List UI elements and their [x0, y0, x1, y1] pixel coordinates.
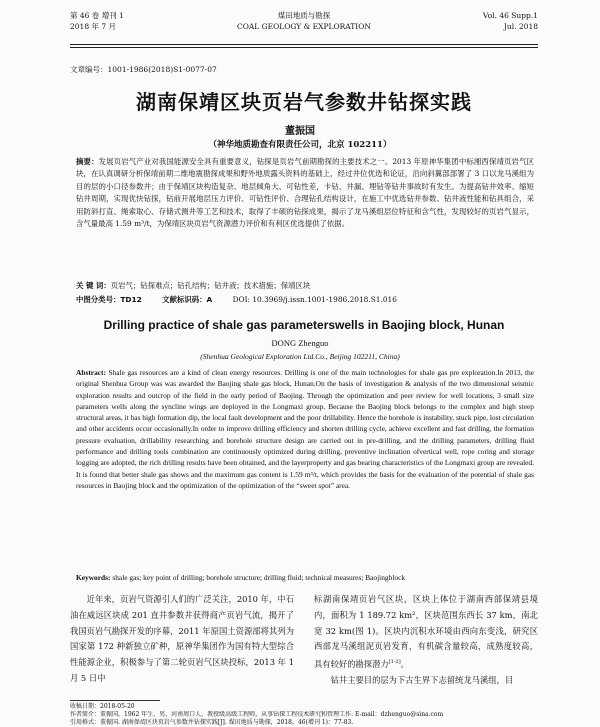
citation-ref[interactable]: [1-2] [388, 659, 401, 666]
keywords-cn-text: 页岩气；钻探难点；钻孔结构；钻井液；技术措施；保靖区块 [110, 281, 311, 290]
clc-number: 中图分类号：TD12 [76, 295, 142, 304]
abstract-en [76, 367, 534, 491]
header-volume-en [483, 10, 538, 32]
header-date-cn: 2018 年 7 月 [70, 22, 117, 31]
affiliation-en: (Shenhua Geological Exploration Ltd.Co., Beijing 102211, China) [200, 352, 400, 361]
abstract-cn-text: 发展页岩气产业对我国能源安全具有重要意义，钻探是页岩气前期勘探的主要技术之一。2013 年原神华集团中标湘西保靖页岩气区块，在认真调研分析保靖前期二维地震勘探成果和野外地质露头资料的基础上，经过井位优选和论证，沿向斜翼部部署了 3 口以龙马溪组为目的层的小口径参数井；由于保靖区块构造复杂、地层倾角大、可钻性差，卡钻、井漏、埋钻等钻井事故时有发生。为提高钻井效率、缩短钻井周期，实现优快钻探，钻前开展地层压力评价、可钻性评价、合理钻孔结构设计，在施工中优选钻井参数、钻井液性能和钻具组合，采用防斜打直、绳索取心、存储式测井等工艺和技术，取得了丰硕的钻探成果，揭示了龙马溪组层位特征和含气性，发现较好的页岩气显示，含气量最高 1.59 m³/t，为保靖区块页岩气资源潜力评价和有利区优选提供了依据。 [76, 157, 534, 229]
abstract-en-text: Shale gas resources are a kind of clean energy resources. Drilling is one of the main technologies for shale gas pre exploration.In 2013, the original Shenhua Group was was awarded the Baojing shale gas block, Hunan.On the basis of investigation & analysis of the two dimensional seismic exploration results and outcrop of the field in the early period of Baojing. Through the optimization and peer review for well locations, 3 small size parameters wells along the syncline wings are deployed in the Longmaxi group. Because the Baojing block belongs to the complex and high steep structural areas, it has high formation dip, the local fault development and the poor drillability. Hence the borehole is instability, stuck pipe, lost circulation and other accidents occur occasionally.In order to improve drilling efficiency and shorten drilling cycle, achieve excellent and fast drilling, the formation pressure evaluation, drillability researching and borehole structure design are carried out in pre-drilling, and the drilling parameters, drilling fluid performance and drilling tools combination are continuously optimized during drilling, preventive inclination ofvertical well, rope coring and storage logging are adopted, the rich drilling results have been obtained, and the layerproperty and gas bearing characteristics of the Longmaxi group are revealed. It is found that better shale gas shows and the maximum gas content is 1.59 m³/t, which provides the basis for the evaluation of the potential of shale gas resources in Baojing block and the optimization of the optimization of the “sweet spot” area. [76, 368, 534, 490]
keywords-cn [76, 280, 534, 292]
header-journal-cn: 煤田地质与勘探 [277, 11, 331, 20]
abstract-en-label: Abstract: [76, 368, 106, 377]
author-en: DONG Zhenguo [271, 338, 329, 348]
header-rule-thick [70, 44, 538, 45]
body-text [70, 592, 538, 692]
footnote-citation: 引用格式：董振国. 湖南保靖区块页岩气参数井钻探实践[J]. 煤田地质与勘探，2018，46(增刊 1)：77-83. [70, 719, 354, 726]
abstract-cn-label: 摘要： [76, 157, 99, 166]
running-header [70, 8, 538, 44]
title-cn: 湖南保靖区块页岩气参数井钻探实践 [136, 90, 472, 114]
header-date-en: Jul. 2018 [503, 22, 538, 31]
header-vol-cn: 第 46 卷 增刊 1 [70, 11, 124, 20]
classification-line [76, 294, 534, 306]
header-rule-thin [70, 47, 538, 48]
body-paragraph: 钻井主要目的层为下古生界下志留统龙马溪组，目 [330, 674, 514, 685]
body-paragraph-text: 标湖南保靖页岩气区块，区块上体位于湖南西部保靖县境内，面积为 1 189.72 km²，区块范围东西长 37 km，南北宽 32 km(图 1)。区块内沉积水环境由西向东变浅，研究区西部龙马溪组泥页岩发育，有机碳含量较高，成熟度较高，具有较好的勘探潜力 [314, 594, 538, 669]
body-paragraph [314, 592, 538, 673]
body-column-right [314, 592, 538, 689]
abstract-cn [76, 156, 534, 230]
footnote-received: 收稿日期：2018-05-20 [70, 703, 135, 710]
footnote-rule [70, 700, 160, 701]
body-paragraph-end: 。 [400, 658, 409, 669]
header-journal [70, 10, 538, 32]
footnote-author-line: 作者简介：董振国，1962 年生，男，河南周口人，教授级高级工程师，从事钻探工程技术研究和管理工作. E-mail：dzhenguo@sina.com [70, 711, 444, 718]
keywords-en [76, 572, 534, 583]
keywords-cn-label: 关 键 词： [76, 281, 111, 290]
body-paragraph: 近年来，页岩气资源引人们的广泛关注，2010 年，中石油在威远区块成 201 直井参数井获得商产页岩气流，揭开了我国页岩气勘探开发的序幕，2011 年原国土资源部将其列为国家第 172 种新独立矿种，原神华集团作为国有特大型综合性能源企业，积极参与了第二轮页岩气区块投标，2013 年 1 月 5 日中 [70, 594, 294, 683]
doi: DOI: 10.3969/j.issn.1001-1986.2018.S1.016 [232, 295, 397, 304]
keywords-en-label: Keywords: [76, 573, 111, 582]
document-code: 文献标识码：A [162, 295, 213, 304]
article-number: 文章编号：1001-1986(2018)S1-0077-07 [70, 65, 217, 74]
header-journal-en: COAL GEOLOGY & EXPLORATION [237, 22, 371, 31]
author-cn: 董振国 [285, 126, 315, 137]
header-vol-en: Vol. 46 Supp.1 [482, 11, 538, 20]
keywords-en-text: shale gas; key point of drilling; borehole structure; drilling fluid; technical measures; Baojingblock [112, 573, 406, 582]
body-column-left [70, 592, 294, 687]
affiliation-cn: （神华地质勘查有限责任公司，北京 102211） [208, 140, 392, 150]
title-en: Drilling practice of shale gas parameterswells in Baojing block, Hunan [103, 318, 505, 332]
